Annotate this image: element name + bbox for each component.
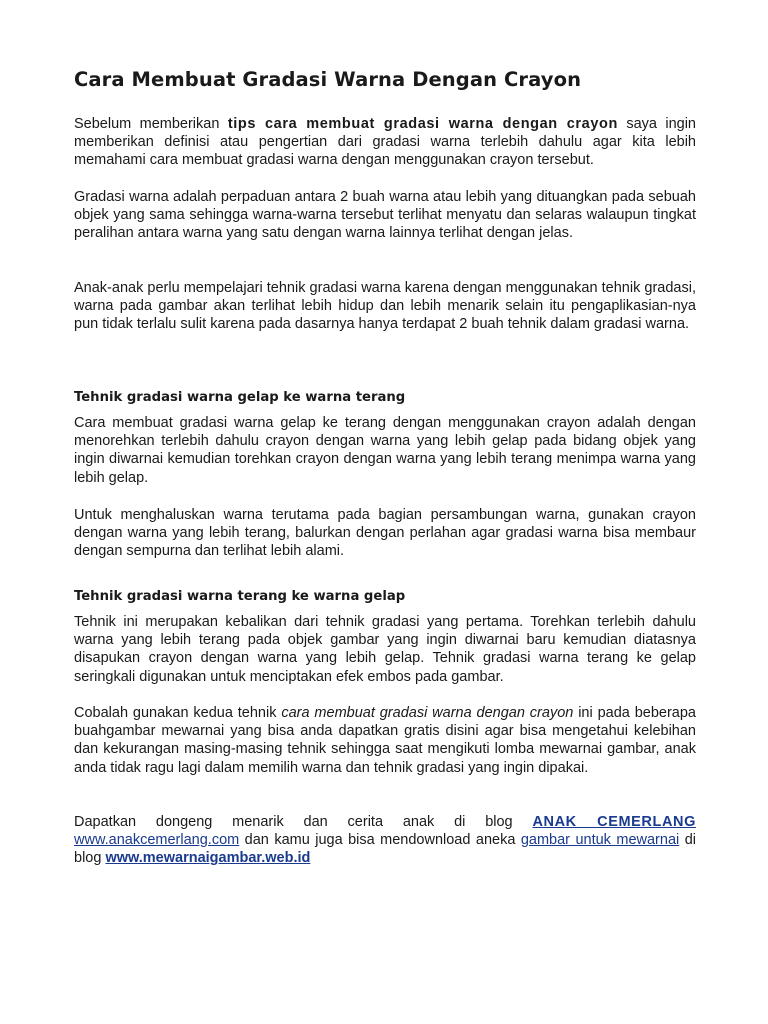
gambar-mewarnai-link[interactable]: gambar untuk mewarnai [520, 832, 680, 849]
intro-paragraph [74, 115, 696, 170]
section-heading-dark-to-light: Tehnik gradasi warna gelap ke warna terang [74, 390, 406, 405]
anak-cemerlang-link[interactable]: ANAK CEMERLANG [532, 814, 696, 830]
mewarnaigambar-url-link[interactable]: www.mewarnaigambar.web.id [105, 850, 311, 867]
intro-bold-phrase: tips cara membuat gradasi warna dengan crayon [227, 116, 618, 132]
links-paragraph [74, 813, 696, 868]
section-heading-light-to-dark: Tehnik gradasi warna terang ke warna gelap [74, 589, 406, 604]
dark-to-light-paragraph: Cara membuat gradasi warna gelap ke terang dengan menggunakan crayon adalah dengan menorehkan terlebih dahulu crayon dengan warna yang lebih gelap pada bidang objek yang ingin diwarnai kemudian torehkan crayon dengan warna yang lebih terang menimpa warna yang lebih gelap. [74, 415, 696, 486]
links-text-2: dan kamu juga bisa mendownload aneka [239, 832, 521, 849]
try-text-before: Cobalah gunakan kedua tehnik [74, 705, 282, 721]
light-to-dark-paragraph: Tehnik ini merupakan kebalikan dari tehnik gradasi yang pertama. Torehkan terlebih dahulu warna yang lebih terang pada objek gambar yang ingin diwarnai baru kemudian diatasnya disapukan crayon dengan warna yang lebih gelap. Tehnik gradasi warna terang ke gelap seringkali digunakan untuk menciptakan efek embos pada gambar. [74, 614, 696, 685]
try-text-after: ini pada beberapa buahgambar mewarnai yang bisa anda dapatkan gratis disini agar bisa mengetahui kelebihan dan kekurangan masing-masing tehnik sehingga saat mengikuti lomba mewarnai gambar, anak anda tidak ragu lagi dalam memilih warna dan tehnik gradasi yang ingin dipakai. [74, 705, 696, 776]
intro-text-before: Sebelum memberikan [74, 116, 228, 132]
intro-text-after: saya ingin memberikan definisi atau pengertian dari gradasi warna terlebih dahulu agar kita lebih memahami cara membuat gradasi warna dengan menggunakan crayon tersebut. [74, 116, 696, 169]
links-text-1: Dapatkan dongeng menarik dan cerita anak di blog [74, 814, 533, 830]
anakcemerlang-url-link[interactable]: www.anakcemerlang.com [74, 832, 240, 849]
try-paragraph [74, 704, 696, 777]
try-italic-phrase: cara membuat gradasi warna dengan crayon [281, 705, 574, 721]
reason-paragraph: Anak-anak perlu mempelajari tehnik gradasi warna karena dengan menggunakan tehnik gradasi, warna pada gambar akan terlihat lebih hidup dan lebih menarik selain itu pengaplikasian-nya pun tidak terlalu sulit karena pada dasarnya hanya terdapat 2 buah tehnik dalam gradasi warna. [74, 280, 696, 333]
smoothing-paragraph: Untuk menghaluskan warna terutama pada bagian persambungan warna, gunakan crayon dengan warna yang lebih terang, balurkan dengan perlahan agar gradasi warna bisa membaur dengan sempurna dan terlihat lebih alami. [74, 507, 696, 560]
links-text-3: di blog [74, 832, 696, 867]
definition-paragraph: Gradasi warna adalah perpaduan antara 2 buah warna atau lebih yang dituangkan pada sebuah objek yang sama sehingga warna-warna tersebut terlihat menyatu dan selaras walaupun tingkat peralihan antara warna yang satu dengan warna lainnya terlihat dengan jelas. [74, 189, 696, 242]
page-title: Cara Membuat Gradasi Warna Dengan Crayon [74, 68, 582, 91]
